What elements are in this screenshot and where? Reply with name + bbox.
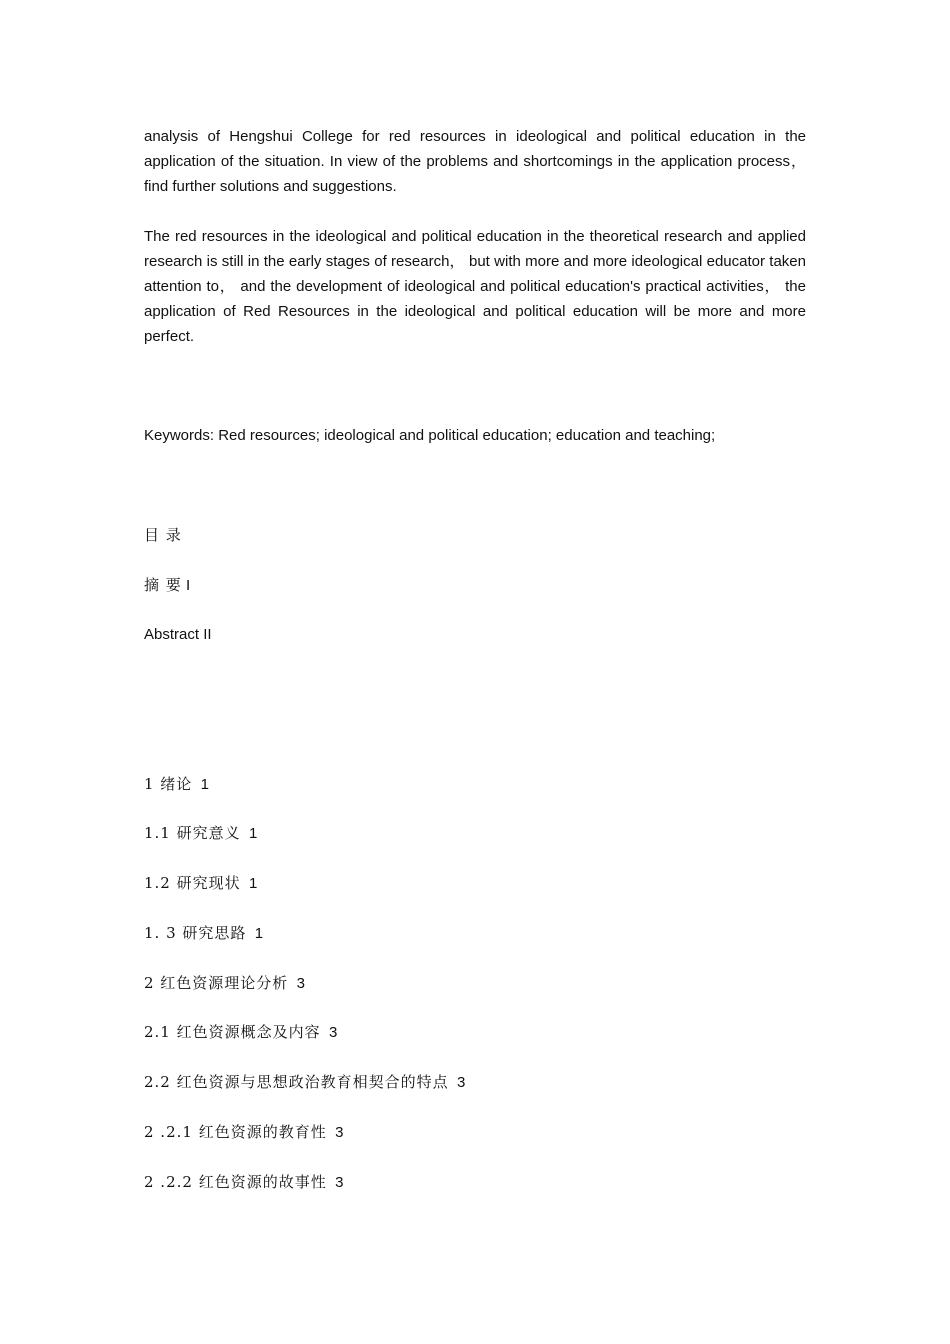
toc-entry-page: I xyxy=(185,577,191,594)
toc-entry xyxy=(144,1070,465,1095)
toc-entry-label: 2 .2.1 红色资源的教育性 xyxy=(144,1123,327,1141)
keywords-line: Keywords: Red resources; ideological and political education; education and teaching; xyxy=(144,427,716,444)
toc-entry-label: 1. 3 研究思路 xyxy=(144,924,247,942)
toc-heading: 目 录 xyxy=(144,526,182,544)
toc-entry-page: 3 xyxy=(335,1124,344,1141)
toc-entry-label: 1.1 研究意义 xyxy=(144,824,241,842)
toc-entry-label: 摘 要 xyxy=(144,576,182,594)
toc-entry xyxy=(144,772,209,797)
toc-entry xyxy=(144,971,305,996)
toc-entry-label: 2.2 红色资源与思想政治教育相契合的特点 xyxy=(144,1073,449,1091)
toc-entry-label: 2 红色资源理论分析 xyxy=(144,974,289,992)
toc-entry-page: 3 xyxy=(335,1174,344,1191)
toc-entry-page: 1 xyxy=(254,925,264,942)
toc-entry xyxy=(144,622,212,647)
toc-entry xyxy=(144,1020,337,1045)
toc-entry-label: 1 绪论 xyxy=(144,775,193,793)
toc-entry-page: 1 xyxy=(248,825,258,842)
toc-entry-page: 1 xyxy=(200,776,209,793)
toc-entry xyxy=(144,821,257,846)
toc-entry-page: 3 xyxy=(456,1074,466,1091)
toc-entry-page: 3 xyxy=(296,975,305,992)
toc-entry-label: 2 .2.2 红色资源的故事性 xyxy=(144,1173,327,1191)
toc-entry xyxy=(144,1170,343,1195)
toc-entry xyxy=(144,1120,343,1145)
toc-entry xyxy=(144,573,190,598)
abstract-paragraph-1: analysis of Hengshui College for red resources in ideological and political education in the application of the situation. In view of the problems and shortcomings in the application process， find further solutions and suggestions. xyxy=(144,128,806,195)
toc-entry-label: Abstract xyxy=(144,626,200,643)
abstract-paragraph-2: The red resources in the ideological and political education in the theoretical research and applied research is still in the early stages of research， but with more and more ideological educator taken attention to， and the development of ideological and political education's practical activities， the application of Red Resources in the ideological and political education will be more and more perfect. xyxy=(144,228,806,345)
toc-entry xyxy=(144,871,257,896)
toc-entry-label: 1.2 研究现状 xyxy=(144,874,241,892)
toc-entry-label: 2.1 红色资源概念及内容 xyxy=(144,1023,321,1041)
toc-entry xyxy=(144,921,263,946)
toc-entry-page: 1 xyxy=(248,875,258,892)
toc-entry-page: 3 xyxy=(328,1024,338,1041)
toc-entry-page: II xyxy=(203,626,212,643)
